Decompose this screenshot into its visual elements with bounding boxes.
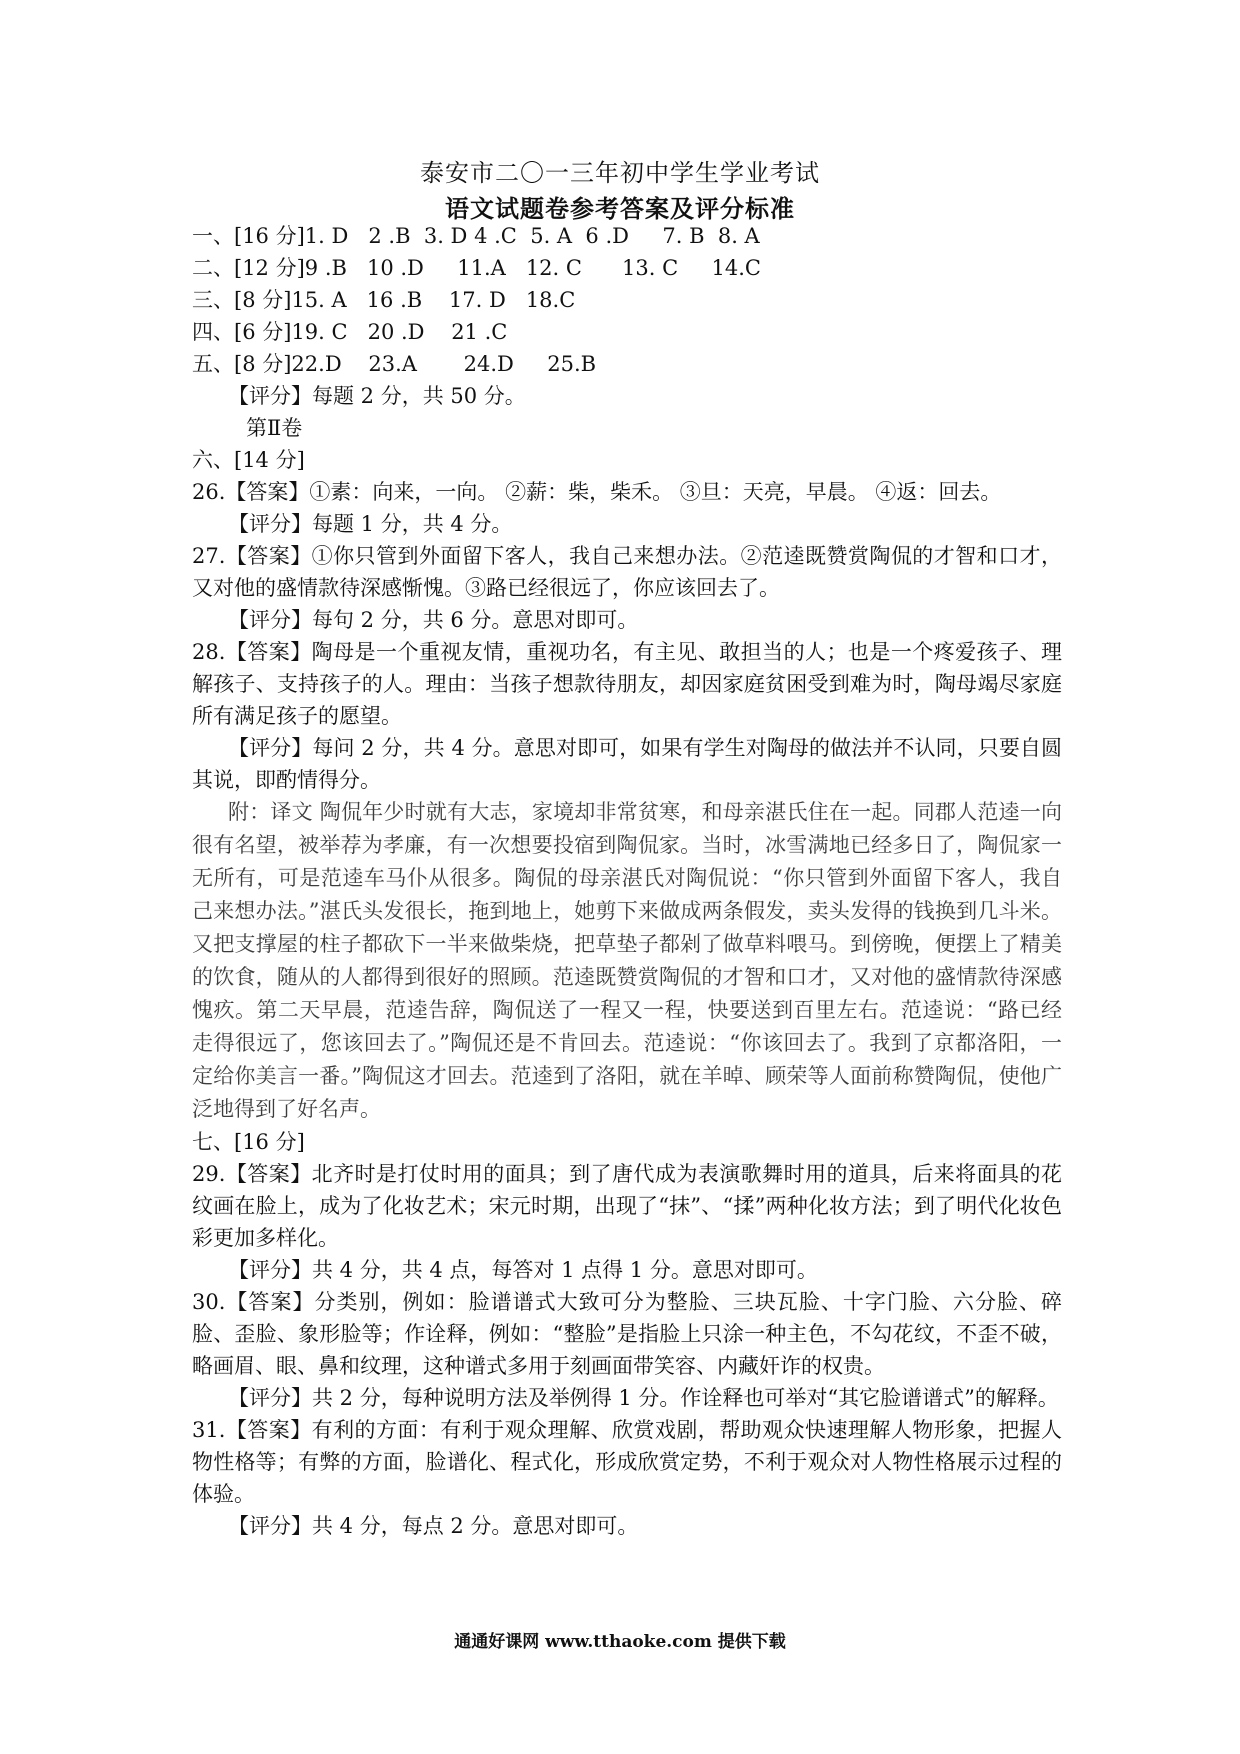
- choice-answers-2: 二、[12 分]9 .B 10 .D 11.A 12. C 13. C 14.C: [192, 256, 761, 280]
- q30-answer: 30.【答案】分类别，例如：脸谱谱式大致可分为整脸、三块瓦脸、十字门脸、六分脸、碎脸、歪脸、象形脸等；作诠释，例如：“整脸”是指脸上只涂一种主色，不勾花纹，不歪不破，略画眉、眼、鼻和纹理，这种谱式多用于刻画面带笑容、内藏奸诈的权贵。: [192, 1290, 1062, 1378]
- choice-answers-1: 一、[16 分]1. D 2 .B 3. D 4 .C 5. A 6 .D 7. B 8. A: [192, 224, 760, 248]
- section-six-heading: 六、[14 分]: [192, 448, 305, 472]
- choice-score: 【评分】每题 2 分，共 50 分。: [228, 384, 526, 408]
- q30-score: 【评分】共 2 分，每种说明方法及举例得 1 分。作诠释也可举对“其它脸谱谱式”的解释。: [228, 1386, 1059, 1410]
- q29-score: 【评分】共 4 分，共 4 点，每答对 1 点得 1 分。意思对即可。: [228, 1258, 818, 1282]
- q27-score: 【评分】每句 2 分，共 6 分。意思对即可。: [228, 608, 639, 632]
- q28-score: 【评分】每问 2 分，共 4 分。意思对即可，如果有学生对陶母的做法并不认同，只要自圆其说，即酌情得分。: [192, 736, 1062, 792]
- exam-title: 泰安市二〇一三年初中学生学业考试: [420, 159, 820, 187]
- choice-answers-4: 四、[6 分]19. C 20 .D 21 .C: [192, 320, 508, 344]
- q26-score: 【评分】每题 1 分，共 4 分。: [228, 512, 513, 536]
- translation-text: 附：译文 陶侃年少时就有大志，家境却非常贫寒，和母亲湛氏住在一起。同郡人范逵一向很有名望，被举荐为孝廉，有一次想要投宿到陶侃家。当时，冰雪满地已经多日了，陶侃家一无所有，可是范逵车马仆从很多。陶侃的母亲湛氏对陶侃说：“你只管到外面留下客人，我自己来想办法。”湛氏头发很长，拖到地上，她剪下来做成两条假发，卖头发得的钱换到几斗米。又把支撑屋的柱子都砍下一半来做柴烧，把草垫子都剁了做草料喂马。到傍晚，便摆上了精美的饮食，随从的人都得到很好的照顾。范逵既赞赏陶侃的才智和口才，又对他的盛情款待深感愧疚。第二天早晨，范逵告辞，陶侃送了一程又一程，快要送到百里左右。范逵说：“路已经走得很远了，您该回去了。”陶侃还是不肯回去。范逵说：“你该回去了。我到了京都洛阳，一定给你美言一番。”陶侃这才回去。范逵到了洛阳，就在羊晫、顾荣等人面前称赞陶侃，使他广泛地得到了好名声。: [192, 800, 1062, 1121]
- answer-key-title: 语文试题卷参考答案及评分标准: [445, 194, 795, 223]
- q27-answer: 27.【答案】①你只管到外面留下客人，我自己来想办法。②范逵既赞赏陶侃的才智和口才，又对他的盛情款待深感惭愧。③路已经很远了，你应该回去了。: [192, 544, 1062, 600]
- section-seven-heading: 七、[16 分]: [192, 1130, 305, 1154]
- choice-answers-5: 五、[8 分]22.D 23.A 24.D 25.B: [192, 352, 597, 376]
- q31-answer: 31.【答案】有利的方面：有利于观众理解、欣赏戏剧，帮助观众快速理解人物形象，把握人物性格等；有弊的方面，脸谱化、程式化，形成欣赏定势，不利于观众对人物性格展示过程的体验。: [192, 1418, 1062, 1506]
- q31-score: 【评分】共 4 分，每点 2 分。意思对即可。: [228, 1514, 639, 1538]
- q26-answer: 26.【答案】①素：向来，一向。 ②薪：柴，柴禾。 ③旦：天亮，早晨。 ④返：回去。: [192, 480, 1002, 504]
- download-footer: 通通好课网 www.tthaoke.com 提供下载: [454, 1632, 786, 1652]
- choice-answers-3: 三、[8 分]15. A 16 .B 17. D 18.C: [192, 288, 576, 312]
- q29-answer: 29.【答案】北齐时是打仗时用的面具；到了唐代成为表演歌舞时用的道具，后来将面具的花纹画在脸上，成为了化妆艺术；宋元时期，出现了“抹”、“揉”两种化妆方法；到了明代化妆色彩更加多样化。: [192, 1162, 1062, 1250]
- q28-answer: 28.【答案】陶母是一个重视友情，重视功名，有主见、敢担当的人；也是一个疼爱孩子、理解孩子、支持孩子的人。理由：当孩子想款待朋友，却因家庭贫困受到难为时，陶母竭尽家庭所有满足孩子的愿望。: [192, 640, 1062, 728]
- answer-content: [192, 220, 1062, 1542]
- part-two-heading: 第Ⅱ卷: [246, 416, 303, 440]
